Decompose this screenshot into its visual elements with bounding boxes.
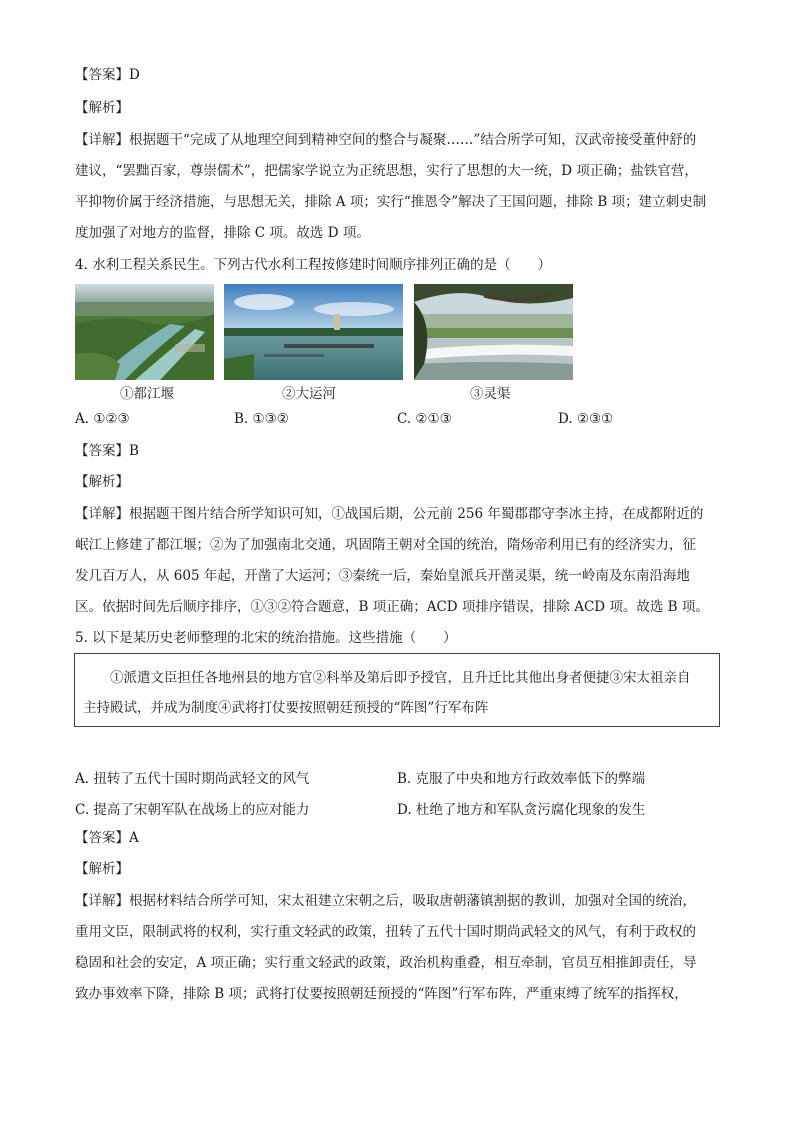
q5-detail-line-3: 稳固和社会的安定，A 项正确；实行重文轻武的政策，政治机构重叠，相互牵制，官员互相推卸责任，导 [75, 955, 697, 971]
q5-answer: 【答案】A [75, 830, 139, 846]
caption-lingqu: ③灵渠 [470, 386, 511, 402]
q5-option-d: D. 杜绝了地方和军队贪污腐化现象的发生 [397, 802, 646, 818]
dujiangyan-photo [75, 284, 214, 380]
q4-option-b: B. ①③② [234, 411, 289, 427]
grand-canal-photo [224, 284, 403, 380]
caption-dujiangyan: ①都江堰 [120, 386, 174, 402]
q5-stem: 5. 以下是某历史老师整理的北宋的统治措施。这些措施（ ） [75, 630, 457, 646]
q5-material-line-1: ①派遣文臣担任各地州县的地方官②科举及第后即予授官，且升迁比其他出身者便捷③宋太祖亲自 [83, 670, 691, 686]
q5-analysis-heading: 【解析】 [75, 861, 129, 877]
q5-material-box [74, 653, 720, 727]
q5-detail-line-4: 致办事效率下降，排除 B 项；武将打仗要按照朝廷预授的“阵图”行军布阵，严重束缚了统军的指挥权， [75, 986, 688, 1002]
q4-answer: 【答案】B [75, 443, 139, 459]
caption-grand-canal: ②大运河 [282, 386, 336, 402]
q4-stem: 4. 水利工程关系民生。下列古代水利工程按修建时间顺序排列正确的是（ ） [75, 257, 552, 273]
q3-answer: 【答案】D [75, 67, 140, 83]
q5-material-line-2: 主持殿试，并成为制度④武将打仗要按照朝廷预授的“阵图”行军布阵 [83, 700, 489, 716]
q4-analysis-heading: 【解析】 [75, 474, 129, 490]
q5-option-b: B. 克服了中央和地方行政效率低下的弊端 [397, 771, 646, 787]
q3-detail-line-3: 平抑物价属于经济措施，与思想无关，排除 A 项；实行“推恩令”解决了王国问题，排除 B 项；建立刺史制 [75, 194, 707, 210]
q4-detail-line-2: 岷江上修建了都江堰；②为了加强南北交通，巩固隋王朝对全国的统治，隋炀帝利用已有的经济实力，征 [75, 537, 696, 553]
q4-option-a: A. ①②③ [75, 411, 130, 427]
q4-detail-line-3: 发几百万人，从 605 年起，开凿了大运河；③秦统一后，秦始皇派兵开凿灵渠，统一岭南及东南沿海地 [75, 568, 690, 584]
lingqu-photo [414, 284, 573, 380]
q3-analysis-heading: 【解析】 [75, 100, 129, 116]
q4-option-c: C. ②①③ [397, 411, 452, 427]
q3-detail-line-1: 【详解】根据题干“完成了从地理空间到精神空间的整合与凝聚……”结合所学可知，汉武帝接受董仲舒的 [75, 132, 697, 148]
q5-option-c: C. 提高了宋朝军队在战场上的应对能力 [75, 802, 310, 818]
q3-detail-line-2: 建议，“罢黜百家，尊崇儒术”，把儒家学说立为正统思想，实行了思想的大一统，D 项正确；盐铁官营， [75, 163, 698, 179]
q4-detail-line-1: 【详解】根据题干图片结合所学知识可知，①战国后期，公元前 256 年蜀郡郡守李冰主持，在成都附近的 [75, 506, 704, 522]
q5-option-a: A. 扭转了五代十国时期尚武轻文的风气 [75, 771, 310, 787]
q5-detail-line-2: 重用文臣，限制武将的权利，实行重文轻武的政策，扭转了五代十国时期尚武轻文的风气，有利于政权的 [75, 924, 696, 940]
q4-detail-line-4: 区。依据时间先后顺序排序，①③②符合题意，B 项正确；ACD 项排序错误，排除 ACD 项。故选 B 项。 [75, 599, 709, 615]
q4-option-d: D. ②③① [558, 411, 614, 427]
q5-detail-line-1: 【详解】根据材料结合所学可知，宋太祖建立宋朝之后，吸取唐朝藩镇割据的教训，加强对全国的统治， [75, 893, 696, 909]
q3-detail-line-4: 度加强了对地方的监督，排除 C 项。故选 D 项。 [75, 225, 370, 241]
